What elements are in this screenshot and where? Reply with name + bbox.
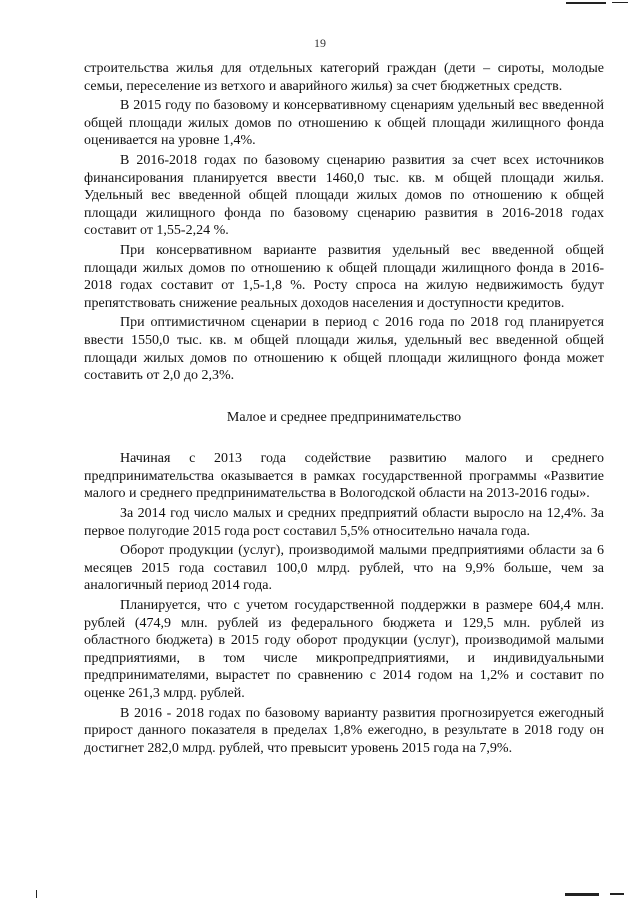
scan-edge-mark — [612, 2, 628, 3]
scan-edge-mark — [565, 893, 599, 896]
paragraph: Начиная с 2013 года содействие развитию малого и среднего предпринимательства оказывается в рамках государственной программы «Развитие малого и среднего предпринимательства в Вологодской области на 2013-2016 годы». — [84, 451, 604, 502]
section-heading: Малое и среднее предпринимательство — [226, 409, 462, 425]
paragraph: В 2015 году по базовому и консервативному сценариям удельный вес введенной общей площади жилых домов по отношению к общей площади жилищного фонда оценивается на уровне 1,4%. — [84, 98, 604, 149]
scan-edge-mark — [610, 893, 624, 895]
paragraph: строительства жилья для отдельных категорий граждан (дети – сироты, молодые семьи, переселение из ветхого и аварийного жилья) за счет бюджетных средств. — [84, 61, 604, 94]
paragraph: В 2016-2018 годах по базовому сценарию развития за счет всех источников финансирования планируется ввести 1460,0 тыс. кв. м общей площади жилья. Удельный вес введенной общей площади жилых домов по отношению к общей площади жилищного фонда по базовому сценарию развития в 2016-2018 годах составит от 1,55-2,24 %. — [84, 152, 604, 239]
scan-edge-mark — [566, 2, 606, 4]
page-number: 19 — [314, 36, 326, 50]
paragraph: Оборот продукции (услуг), производимой малыми предприятиями области за 6 месяцев 2015 года составил 100,0 млрд. рублей, что на 9,9% больше, чем за аналогичный период 2014 года. — [84, 543, 604, 594]
paragraph: В 2016 - 2018 годах по базовому варианту развития прогнозируется ежегодный прирост данного показателя в пределах 1,8% ежегодно, в результате в 2018 году он достигнет 282,0 млрд. рублей, что превысит уровень 2015 года на 7,9%. — [84, 705, 604, 756]
document-body — [84, 60, 604, 757]
paragraph: За 2014 год число малых и средних предприятий области выросло на 12,4%. За первое полугодие 2015 года рост составил 5,5% относительно начала года. — [84, 506, 604, 539]
scan-edge-mark — [36, 890, 37, 898]
paragraph: При консервативном варианте развития удельный вес введенной общей площади жилых домов по отношению к общей площади жилищного фонда в 2016-2018 годах составит от 1,5-1,8 %. Росту спроса на жилую недвижимость будут препятствовать снижение реальных доходов населения и доступности кредитов. — [84, 242, 604, 311]
paragraph: При оптимистичном сценарии в период с 2016 года по 2018 год планируется ввести 1550,0 тыс. кв. м общей площади жилья, удельный вес введенной общей площади жилых домов по отношению к общей площади жилищного фонда может составить от 2,0 до 2,3%. — [84, 315, 604, 384]
paragraph: Планируется, что с учетом государственной поддержки в размере 604,4 млн. рублей (474,9 млн. рублей из федерального бюджета и 129,5 млн. рублей из областного бюджета) в 2015 году оборот продукции (услуг), производимой малыми предприятиями, в том числе микропредприятиями, и индивидуальными предпринимателями, вырастет по сравнению с 2014 годом на 1,2% и составит по оценке 261,3 млрд. рублей. — [84, 598, 604, 701]
